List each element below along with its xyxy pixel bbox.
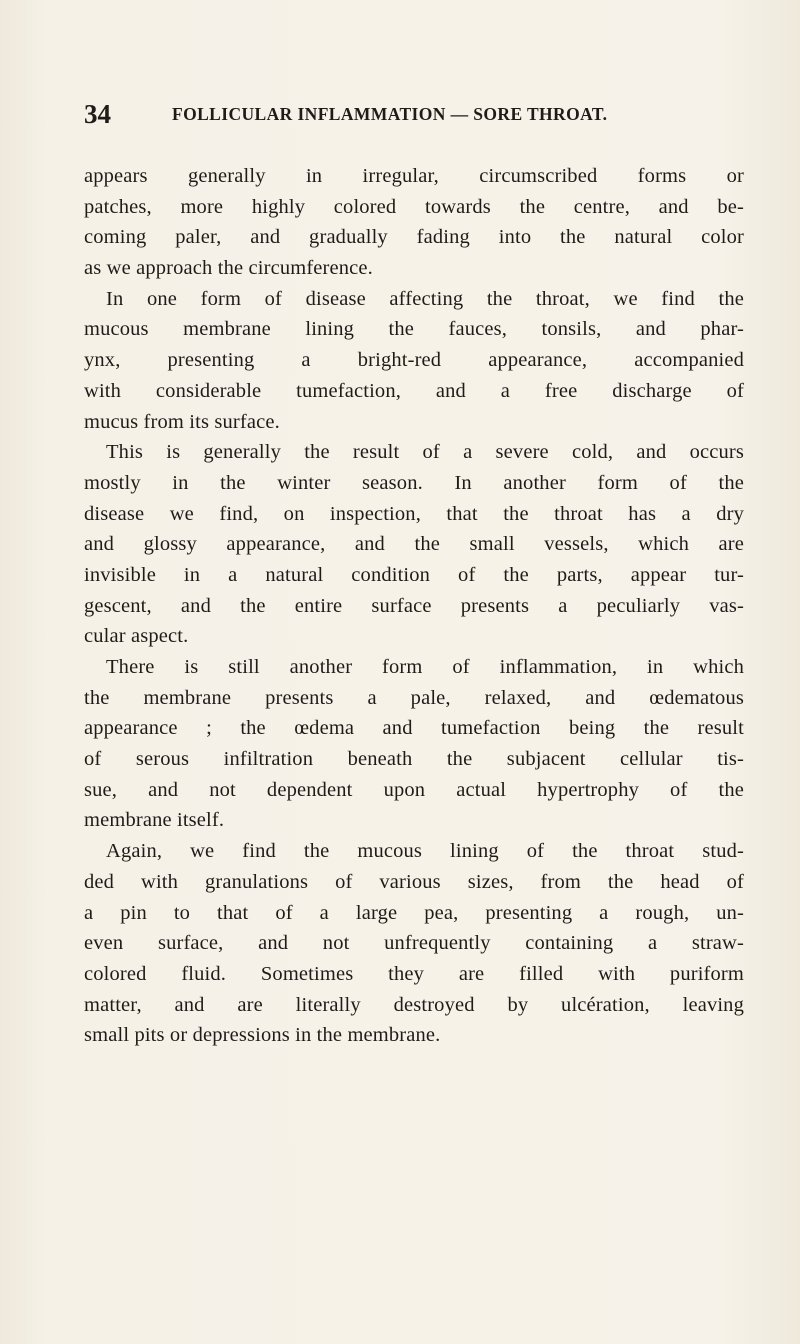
text-line: disease we find, on inspection, that the throat has a dry	[84, 502, 744, 525]
text-line: matter, and are literally destroyed by ulcération, leaving	[84, 993, 744, 1016]
text-line: appears generally in irregular, circumscribed forms or	[84, 165, 744, 187]
text-line: mucous membrane lining the fauces, tonsils, and phar-	[84, 318, 744, 341]
text-line: invisible in a natural condition of the parts, appear tur-	[84, 563, 744, 586]
text-line: In one form of disease affecting the throat, we find the	[106, 287, 744, 310]
paragraph	[84, 437, 744, 652]
text-line: This is generally the result of a severe cold, and occurs	[106, 441, 744, 464]
text-line: Again, we find the mucous lining of the throat stud-	[106, 840, 744, 863]
text-line: even surface, and not unfrequently containing a straw-	[84, 932, 744, 955]
text-line: There is still another form of inflammation, in which	[106, 656, 744, 678]
text-line: ynx, presenting a bright-red appearance, accompanied	[84, 349, 744, 372]
text-line: with considerable tumefaction, and a free discharge of	[84, 379, 744, 402]
running-head	[84, 96, 744, 132]
text-line: mostly in the winter season. In another form of the	[84, 471, 744, 494]
text-line: colored fluid. Sometimes they are filled with puriform	[84, 962, 744, 985]
text-line: a pin to that of a large pea, presenting a rough, un-	[84, 901, 744, 924]
text-line: sue, and not dependent upon actual hypertrophy of the	[84, 778, 744, 801]
text-line: gescent, and the entire surface presents a peculiarly vas-	[84, 594, 744, 617]
body-text	[84, 161, 744, 1051]
text-line: cular aspect.	[84, 625, 189, 648]
paragraph	[84, 836, 744, 1051]
text-line: appearance ; the œdema and tumefaction being the result	[84, 717, 744, 740]
paragraph	[84, 652, 744, 836]
text-line: as we approach the circumference.	[84, 257, 373, 280]
text-line: the membrane presents a pale, relaxed, and œdematous	[84, 686, 744, 709]
running-head-title: FOLLICULAR INFLAMMATION — SORE THROAT.	[172, 104, 608, 124]
text-line: mucus from its surface.	[84, 410, 280, 433]
paragraph	[84, 161, 744, 284]
text-line: small pits or depressions in the membrane.	[84, 1024, 441, 1047]
text-line: and glossy appearance, and the small vessels, which are	[84, 533, 744, 556]
page-number: 34	[84, 99, 111, 129]
text-line: membrane itself.	[84, 809, 225, 832]
text-line: patches, more highly colored towards the centre, and be-	[84, 195, 744, 218]
text-line: of serous infiltration beneath the subjacent cellular tis-	[84, 748, 744, 771]
text-line: coming paler, and gradually fading into the natural color	[84, 226, 744, 249]
text-line: ded with granulations of various sizes, from the head of	[84, 870, 744, 893]
paragraph	[84, 284, 744, 437]
